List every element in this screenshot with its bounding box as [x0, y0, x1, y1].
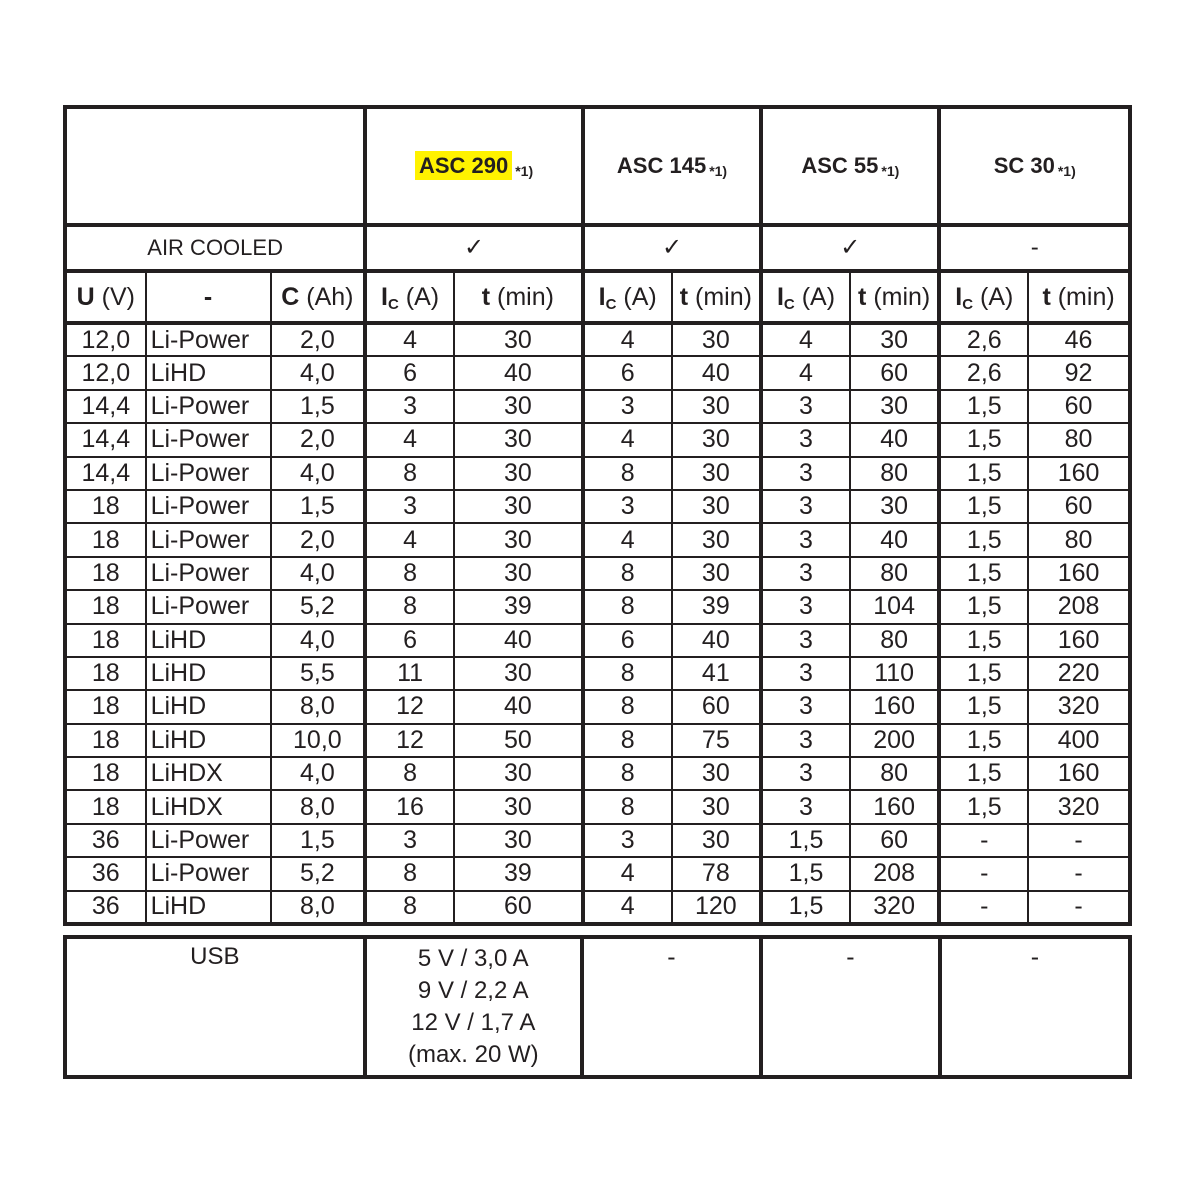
cell-time: 46 [1028, 323, 1130, 356]
cell-capacity: 5,5 [271, 657, 366, 690]
table-row [65, 891, 1130, 924]
cell-time: 40 [454, 356, 583, 389]
model-note: *1) [1057, 163, 1076, 179]
cell-time: 60 [1028, 490, 1130, 523]
cell-current: 6 [583, 356, 672, 389]
cell-time: 30 [672, 757, 762, 790]
table-row [65, 523, 1130, 556]
cell-battery-type: Li-Power [146, 323, 271, 356]
cell-voltage: 18 [65, 523, 146, 556]
cell-time: 40 [672, 624, 762, 657]
header-time: t (min) [454, 271, 583, 323]
cell-current: 3 [761, 590, 850, 623]
table-row [65, 690, 1130, 723]
cell-current: 1,5 [761, 824, 850, 857]
cell-time: 40 [850, 423, 940, 456]
checkmark-icon: ✓ [583, 225, 761, 271]
cell-time: 30 [672, 824, 762, 857]
cell-battery-type: Li-Power [146, 857, 271, 890]
cell-time: 30 [672, 790, 762, 823]
cell-time: 208 [1028, 590, 1130, 623]
cell-capacity: 5,2 [271, 857, 366, 890]
cell-current: 6 [365, 624, 454, 657]
header-current: $I_C$ (A) [761, 271, 850, 323]
cell-voltage: 12,0 [65, 356, 146, 389]
cell-voltage: 36 [65, 857, 146, 890]
header-time: t (min) [1028, 271, 1130, 323]
cell-current: 2,6 [939, 356, 1028, 389]
cell-current: 1,5 [761, 857, 850, 890]
cell-current: 3 [761, 523, 850, 556]
cell-time: 39 [454, 590, 583, 623]
cell-capacity: 1,5 [271, 490, 366, 523]
cell-battery-type: LiHD [146, 891, 271, 924]
cell-time: 40 [454, 624, 583, 657]
cell-time: 320 [1028, 790, 1130, 823]
cell-current: 3 [365, 390, 454, 423]
cell-current: 4 [365, 523, 454, 556]
cell-current: - [939, 857, 1028, 890]
cell-capacity: 2,0 [271, 323, 366, 356]
cell-capacity: 4,0 [271, 757, 366, 790]
cell-current: 3 [583, 490, 672, 523]
model-name: SC 30 [993, 153, 1055, 178]
cell-battery-type: LiHD [146, 724, 271, 757]
model-name: ASC 290 [415, 151, 512, 180]
table-row [65, 490, 1130, 523]
table-row [65, 323, 1130, 356]
cell-time: 30 [454, 757, 583, 790]
cell-voltage: 36 [65, 824, 146, 857]
cell-current: 4 [761, 356, 850, 389]
cell-capacity: 1,5 [271, 390, 366, 423]
usb-sc30-output: - [940, 937, 1130, 1077]
cell-voltage: 18 [65, 490, 146, 523]
cell-time: 30 [454, 457, 583, 490]
charging-table [63, 105, 1132, 926]
usb-asc290-output [365, 937, 582, 1077]
cell-current: 3 [761, 790, 850, 823]
table-row [65, 757, 1130, 790]
cell-current: 3 [761, 490, 850, 523]
cell-time: 39 [672, 590, 762, 623]
usb-output-line: (max. 20 W) [407, 1041, 539, 1068]
cell-current: 8 [583, 590, 672, 623]
cell-time: 200 [850, 724, 940, 757]
table-row [65, 857, 1130, 890]
cell-time: 320 [1028, 690, 1130, 723]
cell-current: 12 [365, 724, 454, 757]
cell-current: 4 [583, 523, 672, 556]
cell-current: 4 [583, 891, 672, 924]
usb-row [65, 937, 1130, 1077]
cell-time: 160 [850, 790, 940, 823]
model-asc290 [365, 107, 583, 225]
cell-time: 160 [1028, 557, 1130, 590]
cell-time: 40 [454, 690, 583, 723]
model-header-row [65, 107, 1130, 225]
cell-battery-type: LiHD [146, 356, 271, 389]
cell-capacity: 4,0 [271, 457, 366, 490]
cell-battery-type: LiHDX [146, 757, 271, 790]
table-row [65, 457, 1130, 490]
cell-battery-type: LiHD [146, 624, 271, 657]
usb-label: USB [65, 937, 365, 1077]
cell-time: - [1028, 824, 1130, 857]
cell-time: 30 [454, 523, 583, 556]
cell-voltage: 14,4 [65, 423, 146, 456]
cell-time: 120 [672, 891, 762, 924]
header-time: t (min) [850, 271, 940, 323]
table-row [65, 724, 1130, 757]
cell-current: 4 [365, 423, 454, 456]
cell-battery-type: Li-Power [146, 490, 271, 523]
cell-time: 30 [850, 490, 940, 523]
cell-time: 80 [850, 457, 940, 490]
cell-current: 8 [583, 790, 672, 823]
cell-battery-type: LiHD [146, 690, 271, 723]
cell-time: 60 [672, 690, 762, 723]
model-sc30 [939, 107, 1130, 225]
cell-time: 39 [454, 857, 583, 890]
cell-current: 1,5 [939, 657, 1028, 690]
cell-time: 80 [850, 624, 940, 657]
empty-corner-cell [65, 107, 365, 225]
cell-time: 60 [850, 356, 940, 389]
cell-time: 30 [454, 423, 583, 456]
cell-current: 4 [583, 423, 672, 456]
cell-time: 92 [1028, 356, 1130, 389]
cell-current: 4 [365, 323, 454, 356]
air-cooled-none: - [939, 225, 1130, 271]
cell-current: 1,5 [939, 690, 1028, 723]
cell-time: 400 [1028, 724, 1130, 757]
cell-time: 30 [454, 490, 583, 523]
cell-current: 11 [365, 657, 454, 690]
cell-capacity: 8,0 [271, 891, 366, 924]
cell-voltage: 18 [65, 557, 146, 590]
cell-current: 3 [761, 557, 850, 590]
cell-battery-type: Li-Power [146, 390, 271, 423]
cell-voltage: 18 [65, 724, 146, 757]
model-name: ASC 55 [801, 153, 879, 178]
air-cooled-row [65, 225, 1130, 271]
usb-table [63, 935, 1132, 1079]
cell-battery-type: Li-Power [146, 824, 271, 857]
cell-current: 8 [583, 657, 672, 690]
cell-current: 16 [365, 790, 454, 823]
cell-capacity: 8,0 [271, 790, 366, 823]
cell-voltage: 18 [65, 624, 146, 657]
model-note: *1) [515, 163, 534, 179]
cell-current: 1,5 [939, 457, 1028, 490]
checkmark-icon: ✓ [365, 225, 583, 271]
cell-current: 1,5 [939, 557, 1028, 590]
cell-time: 30 [454, 323, 583, 356]
cell-current: 3 [761, 657, 850, 690]
cell-current: 1,5 [939, 724, 1028, 757]
header-current: $I_C$ (A) [583, 271, 672, 323]
cell-battery-type: LiHD [146, 657, 271, 690]
cell-current: 3 [761, 757, 850, 790]
cell-current: 3 [761, 624, 850, 657]
cell-time: 30 [454, 790, 583, 823]
cell-time: 208 [850, 857, 940, 890]
cell-time: 50 [454, 724, 583, 757]
table-row [65, 790, 1130, 823]
cell-current: 8 [365, 891, 454, 924]
header-type: - [146, 271, 271, 323]
cell-current: 4 [761, 323, 850, 356]
cell-current: 1,5 [939, 490, 1028, 523]
usb-asc55-output: - [761, 937, 940, 1077]
cell-voltage: 14,4 [65, 390, 146, 423]
cell-time: 220 [1028, 657, 1130, 690]
table-row [65, 356, 1130, 389]
air-cooled-label: AIR COOLED [65, 225, 365, 271]
cell-time: 30 [672, 323, 762, 356]
cell-current: 3 [365, 824, 454, 857]
data-rows [65, 323, 1130, 924]
table-row [65, 557, 1130, 590]
cell-time: 60 [850, 824, 940, 857]
cell-time: - [1028, 891, 1130, 924]
cell-current: 6 [365, 356, 454, 389]
cell-time: 40 [672, 356, 762, 389]
cell-voltage: 36 [65, 891, 146, 924]
cell-time: 30 [850, 323, 940, 356]
cell-current: 1,5 [761, 891, 850, 924]
cell-time: 40 [850, 523, 940, 556]
cell-current: 1,5 [939, 757, 1028, 790]
cell-current: 8 [365, 590, 454, 623]
cell-battery-type: LiHDX [146, 790, 271, 823]
cell-current: 3 [761, 690, 850, 723]
cell-time: 60 [1028, 390, 1130, 423]
header-voltage: U (V) [65, 271, 146, 323]
cell-current: 8 [365, 857, 454, 890]
cell-current: 3 [583, 390, 672, 423]
cell-time: 78 [672, 857, 762, 890]
cell-current: 3 [761, 423, 850, 456]
cell-time: 30 [850, 390, 940, 423]
cell-time: 30 [454, 824, 583, 857]
cell-time: 320 [850, 891, 940, 924]
cell-capacity: 2,0 [271, 523, 366, 556]
cell-time: 30 [672, 423, 762, 456]
model-name: ASC 145 [616, 153, 707, 178]
cell-current: 2,6 [939, 323, 1028, 356]
cell-time: 30 [672, 557, 762, 590]
cell-capacity: 4,0 [271, 356, 366, 389]
cell-capacity: 2,0 [271, 423, 366, 456]
usb-output-line: 9 V / 2,2 A [417, 977, 529, 1004]
checkmark-icon: ✓ [761, 225, 939, 271]
cell-current: 8 [365, 557, 454, 590]
cell-time: 30 [672, 490, 762, 523]
header-current: $I_C$ (A) [939, 271, 1028, 323]
table-row [65, 590, 1130, 623]
cell-current: 6 [583, 624, 672, 657]
cell-current: 1,5 [939, 523, 1028, 556]
cell-time: 30 [672, 457, 762, 490]
cell-voltage: 12,0 [65, 323, 146, 356]
cell-time: 80 [850, 757, 940, 790]
cell-time: 30 [672, 523, 762, 556]
table-row [65, 824, 1130, 857]
cell-time: 110 [850, 657, 940, 690]
usb-output-line: 5 V / 3,0 A [417, 945, 529, 972]
cell-current: 3 [761, 457, 850, 490]
cell-capacity: 8,0 [271, 690, 366, 723]
table-row [65, 657, 1130, 690]
cell-time: 41 [672, 657, 762, 690]
cell-current: 1,5 [939, 423, 1028, 456]
cell-current: 8 [583, 557, 672, 590]
cell-time: 160 [850, 690, 940, 723]
cell-time: 160 [1028, 757, 1130, 790]
cell-battery-type: Li-Power [146, 557, 271, 590]
cell-time: 80 [850, 557, 940, 590]
cell-time: 30 [454, 657, 583, 690]
cell-time: 30 [454, 557, 583, 590]
cell-voltage: 18 [65, 657, 146, 690]
column-header-row [65, 271, 1130, 323]
cell-battery-type: Li-Power [146, 523, 271, 556]
cell-current: 8 [583, 724, 672, 757]
table-row [65, 390, 1130, 423]
cell-current: 1,5 [939, 624, 1028, 657]
cell-time: 30 [672, 390, 762, 423]
cell-current: 3 [761, 390, 850, 423]
cell-current: 8 [583, 457, 672, 490]
cell-capacity: 10,0 [271, 724, 366, 757]
usb-output-line: 12 V / 1,7 A [411, 1009, 536, 1036]
cell-current: 1,5 [939, 790, 1028, 823]
header-capacity: C (Ah) [271, 271, 366, 323]
header-current: $I_C$ (A) [365, 271, 454, 323]
table-row [65, 624, 1130, 657]
cell-current: 8 [365, 757, 454, 790]
model-note: *1) [881, 163, 900, 179]
cell-time: - [1028, 857, 1130, 890]
cell-capacity: 5,2 [271, 590, 366, 623]
model-asc55 [761, 107, 939, 225]
cell-voltage: 14,4 [65, 457, 146, 490]
cell-current: - [939, 824, 1028, 857]
cell-voltage: 18 [65, 790, 146, 823]
cell-time: 104 [850, 590, 940, 623]
cell-voltage: 18 [65, 690, 146, 723]
model-asc145 [583, 107, 761, 225]
cell-current: 4 [583, 857, 672, 890]
cell-current: 12 [365, 690, 454, 723]
cell-time: 160 [1028, 457, 1130, 490]
cell-current: 1,5 [939, 590, 1028, 623]
cell-current: - [939, 891, 1028, 924]
header-time: t (min) [672, 271, 762, 323]
cell-time: 75 [672, 724, 762, 757]
cell-voltage: 18 [65, 757, 146, 790]
cell-battery-type: Li-Power [146, 590, 271, 623]
cell-time: 160 [1028, 624, 1130, 657]
cell-time: 60 [454, 891, 583, 924]
cell-current: 8 [365, 457, 454, 490]
cell-capacity: 1,5 [271, 824, 366, 857]
cell-capacity: 4,0 [271, 624, 366, 657]
cell-voltage: 18 [65, 590, 146, 623]
cell-current: 3 [365, 490, 454, 523]
cell-time: 80 [1028, 523, 1130, 556]
cell-capacity: 4,0 [271, 557, 366, 590]
cell-battery-type: Li-Power [146, 457, 271, 490]
cell-time: 30 [454, 390, 583, 423]
model-note: *1) [709, 163, 728, 179]
table-row [65, 423, 1130, 456]
cell-battery-type: Li-Power [146, 423, 271, 456]
cell-current: 4 [583, 323, 672, 356]
cell-current: 8 [583, 690, 672, 723]
cell-current: 8 [583, 757, 672, 790]
cell-current: 3 [761, 724, 850, 757]
cell-current: 3 [583, 824, 672, 857]
cell-time: 80 [1028, 423, 1130, 456]
usb-asc145-output: - [582, 937, 761, 1077]
cell-current: 1,5 [939, 390, 1028, 423]
